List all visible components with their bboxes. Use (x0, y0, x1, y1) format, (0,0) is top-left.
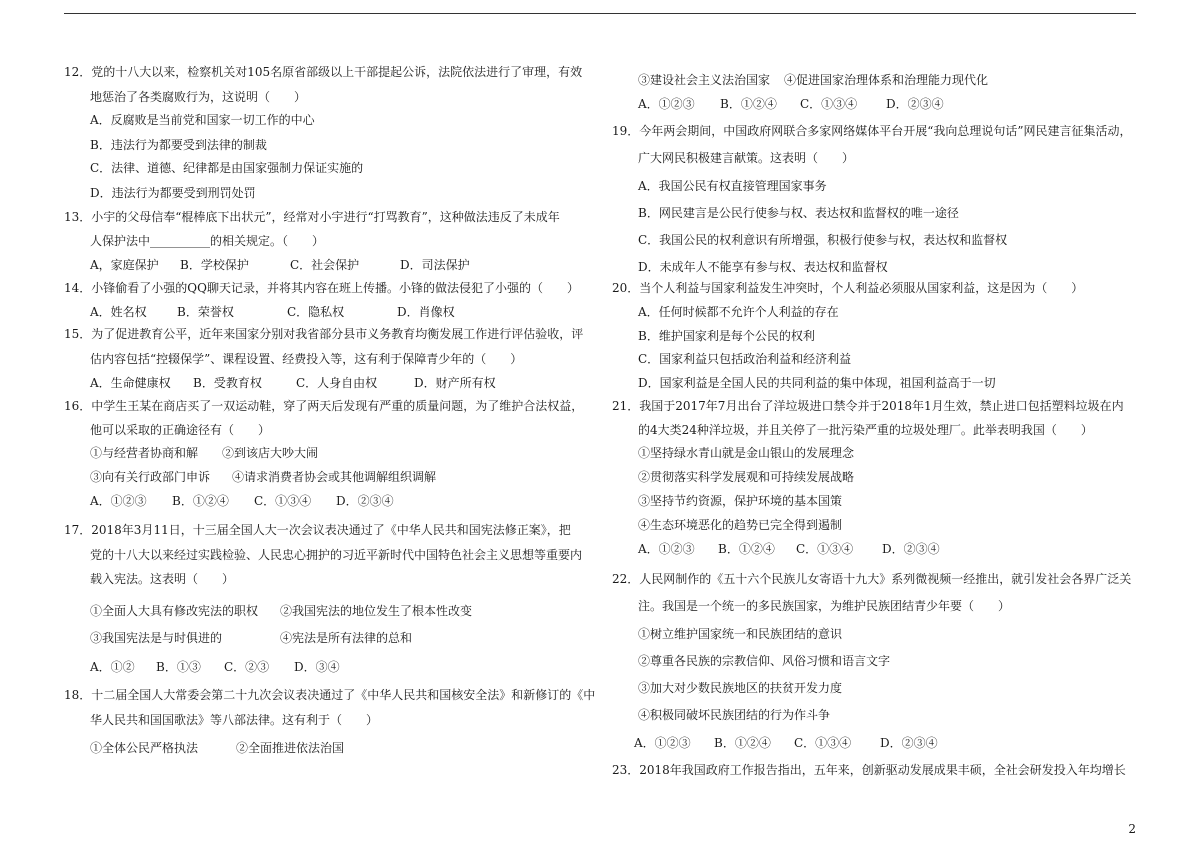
option-d: D．司法保护 (400, 258, 470, 272)
statements-row (638, 72, 988, 88)
option-b: B．①②④ (714, 736, 771, 750)
option-b: B．①③ (156, 660, 201, 674)
statement-1: ①树立维护国家统一和民族团结的意识 (638, 627, 843, 641)
question-stem: 14．小锋偷看了小强的QQ聊天记录，并将其内容在班上传播。小锋的做法侵犯了小强的（ ） (64, 281, 579, 295)
option-d: D．违法行为都要受到刑罚处罚 (90, 186, 256, 200)
option-a: A．①②③ (638, 542, 695, 556)
statement-3: ③向有关行政部门申诉 (90, 470, 211, 484)
top-rule (64, 13, 1136, 14)
option-d: D．国家利益是全国人民的共同利益的集中体现，祖国利益高于一切 (638, 376, 996, 390)
option-d: D．②③④ (882, 542, 940, 556)
option-a: A．我国公民有权直接管理国家事务 (638, 179, 827, 193)
statement-2: ②尊重各民族的宗教信仰、风俗习惯和语言文字 (638, 654, 891, 668)
question-stem: 载入宪法。这表明（ ） (90, 572, 235, 586)
option-b: B．荣誉权 (177, 305, 234, 319)
statements-row (90, 740, 344, 756)
option-c: C．社会保护 (290, 258, 360, 272)
question-stem: 地惩治了各类腐败行为，这说明（ ） (90, 90, 307, 104)
question-stem: 18．十二届全国人大常委会第二十九次会议表决通过了《中华人民共和国核安全法》和新修订的《中 (64, 688, 596, 702)
options-row (638, 541, 940, 557)
option-a: A．反腐败是当前党和国家一切工作的中心 (90, 113, 315, 127)
option-b: B．①②④ (720, 97, 777, 111)
statements-row (90, 603, 472, 619)
option-b: B．学校保护 (180, 258, 249, 272)
statement-1: ①坚持绿水青山就是金山银山的发展理念 (638, 446, 855, 460)
statement-1: ①全体公民严格执法 (90, 741, 199, 755)
option-b: B．①②④ (172, 494, 229, 508)
option-c: C．①③④ (800, 97, 858, 111)
option-b: B．维护国家利是每个公民的权利 (638, 329, 815, 343)
statement-2: ②到该店大吵大闹 (222, 446, 319, 460)
option-c: C．①③④ (254, 494, 312, 508)
statement-4: ④生态环境恶化的趋势已完全得到遏制 (638, 518, 843, 532)
question-stem: 党的十八大以来经过实践检验、人民忠心拥护的习近平新时代中国特色社会主义思想等重要内 (90, 548, 583, 562)
option-a: A．①②③ (638, 97, 695, 111)
question-stem: 13．小宇的父母信奉“棍棒底下出状元”，经常对小宇进行“打骂教育”，这种做法违反了未成年 (64, 210, 560, 224)
statement-3: ③建设社会主义法治国家 (638, 73, 771, 87)
question-stem: 注。我国是一个统一的多民族国家，为维护民族团结青少年要（ ） (638, 599, 1011, 613)
option-d: D．②③④ (336, 494, 394, 508)
question-stem: 的4大类24种洋垃圾，并且关停了一批污染严重的垃圾处理厂。此举表明我国（ ） (638, 423, 1093, 437)
statement-3: ③坚持节约资源，保护环境的基本国策 (638, 494, 843, 508)
statement-4: ④促进国家治理体系和治理能力现代化 (784, 73, 989, 87)
statement-1: ①与经营者协商和解 (90, 446, 199, 460)
option-c: C．②③ (224, 660, 270, 674)
option-c: C．我国公民的权利意识有所增强，积极行使参与权，表达权和监督权 (638, 233, 1008, 247)
option-d: D．肖像权 (397, 305, 455, 319)
statement-3: ③加大对少数民族地区的扶贫开发力度 (638, 681, 843, 695)
option-a: A．任何时候都不允许个人利益的存在 (638, 305, 839, 319)
option-a: A．①②③ (634, 736, 691, 750)
option-b: B．①②④ (718, 542, 775, 556)
statement-4: ④积极同破坏民族团结的行为作斗争 (638, 708, 831, 722)
question-stem: 16．中学生王某在商店买了一双运动鞋，穿了两天后发现有严重的质量问题，为了维护合法权益， (64, 399, 584, 413)
statement-2: ②全面推进依法治国 (236, 741, 345, 755)
statements-row (90, 630, 412, 646)
question-stem: 20．当个人利益与国家利益发生冲突时，个人利益必须服从国家利益，这是因为（ ） (612, 281, 1084, 295)
option-a: A．①② (90, 660, 135, 674)
question-stem: 15．为了促进教育公平，近年来国家分别对我省部分县市义务教育均衡发展工作进行评估验收，评 (64, 327, 584, 341)
option-b: B．网民建言是公民行使参与权、表达权和监督权的唯一途径 (638, 206, 959, 220)
option-d: D．财产所有权 (414, 376, 496, 390)
statements-row (90, 445, 318, 461)
statement-2: ②我国宪法的地位发生了根本性改变 (280, 604, 473, 618)
options-row (90, 257, 470, 273)
option-a: A．①②③ (90, 494, 147, 508)
question-stem: 他可以采取的正确途径有（ ） (90, 423, 271, 437)
statements-row (90, 469, 436, 485)
question-stem: 人保护法中__________的相关规定。（ ） (90, 234, 325, 248)
question-stem: 22．人民网制作的《五十六个民族儿女寄语十九大》系列微视频一经推出，就引发社会各界广泛关 (612, 572, 1132, 586)
option-c: C．法律、道德、纪律都是由国家强制力保证实施的 (90, 161, 364, 175)
option-b: B．违法行为都要受到法律的制裁 (90, 138, 267, 152)
option-d: D．未成年人不能享有参与权、表达权和监督权 (638, 260, 888, 274)
page-number: 2 (1128, 822, 1136, 836)
question-stem: 17．2018年3月11日，十三届全国人大一次会议表决通过了《中华人民共和国宪法修正案》，把 (64, 523, 571, 537)
option-d: D．②③④ (880, 736, 938, 750)
question-stem: 华人民共和国国歌法》等八部法律。这有利于（ ） (90, 713, 379, 727)
option-a: A，家庭保护 (90, 258, 159, 272)
options-row (638, 96, 944, 112)
options-row (90, 659, 340, 675)
question-stem: 23．2018年我国政府工作报告指出，五年来，创新驱动发展成果丰硕，全社会研发投入年均增长 (612, 763, 1126, 777)
question-stem: 21．我国于2017年7月出台了洋垃圾进口禁令并于2018年1月生效，禁止进口包括塑料垃圾在内 (612, 399, 1124, 413)
options-row (90, 493, 394, 509)
options-row (90, 375, 496, 391)
question-stem: 估内容包括“控辍保学”、课程设置、经费投入等，这有利于保障青少年的（ ） (90, 352, 523, 366)
option-c: C．①③④ (796, 542, 854, 556)
option-a: A．姓名权 (90, 305, 147, 319)
option-c: C．国家利益只包括政治利益和经济利益 (638, 352, 852, 366)
option-a: A．生命健康权 (90, 376, 171, 390)
statement-2: ②贯彻落实科学发展观和可持续发展战略 (638, 470, 855, 484)
option-b: B．受教育权 (193, 376, 262, 390)
statement-4: ④请求消费者协会或其他调解组织调解 (232, 470, 437, 484)
option-d: D．③④ (294, 660, 340, 674)
option-d: D．②③④ (886, 97, 944, 111)
statement-4: ④宪法是所有法律的总和 (280, 631, 413, 645)
options-row (634, 735, 938, 751)
option-c: C．人身自由权 (296, 376, 378, 390)
statement-3: ③我国宪法是与时俱进的 (90, 631, 223, 645)
question-stem: 19．今年两会期间，中国政府网联合多家网络媒体平台开展“我向总理说句话”网民建言征集活动， (612, 124, 1132, 138)
question-stem: 12．党的十八大以来，检察机关对105名原省部级以上干部提起公诉，法院依法进行了审理，有效 (64, 65, 583, 79)
option-c: C．隐私权 (287, 305, 345, 319)
statement-1: ①全面人大具有修改宪法的职权 (90, 604, 259, 618)
option-c: C．①③④ (794, 736, 852, 750)
question-stem: 广大网民积极建言献策。这表明（ ） (638, 151, 855, 165)
options-row (90, 304, 455, 320)
